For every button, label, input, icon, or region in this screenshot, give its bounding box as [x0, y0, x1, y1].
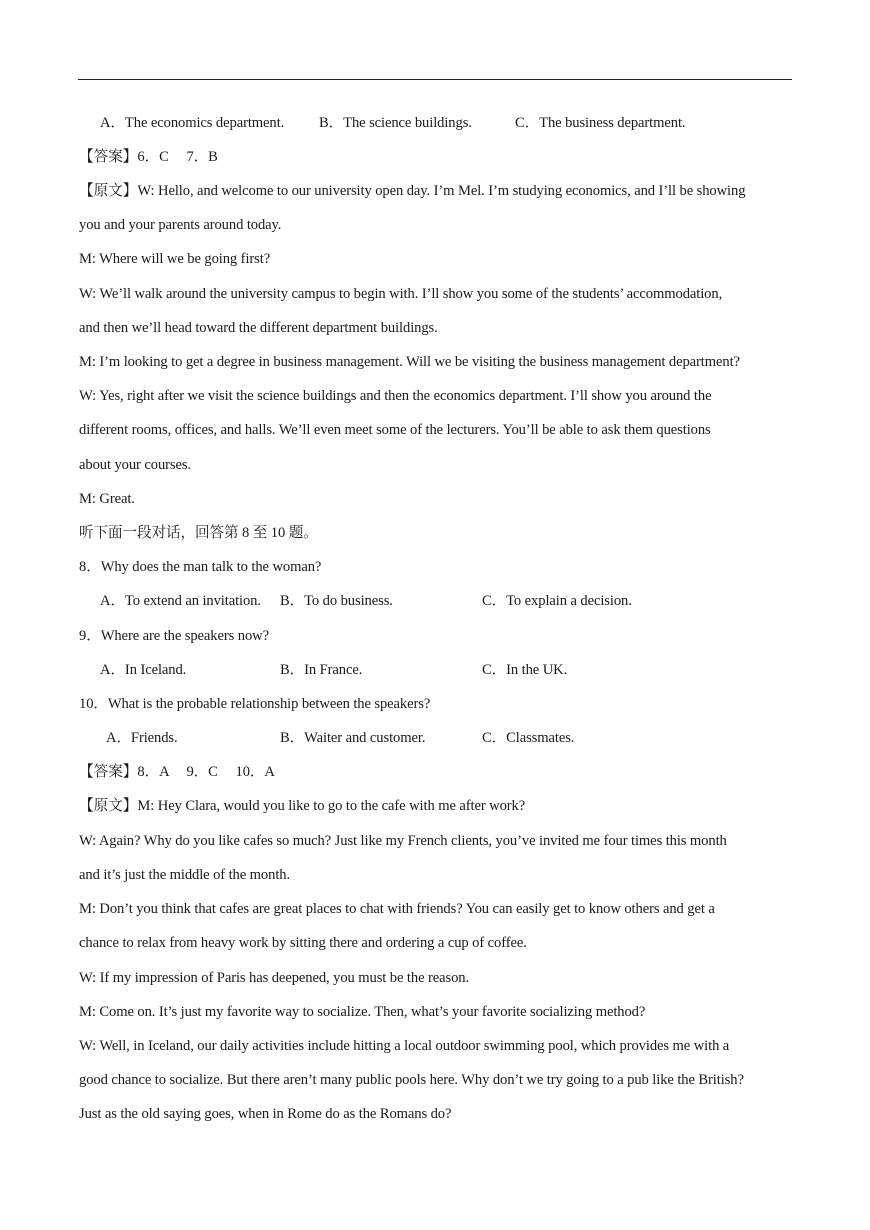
transcript-text: W: Hello, and welcome to our university open day. I’m Mel. I’m studying economics, and I’ll be showing	[137, 183, 746, 199]
transcript-2-line-2: W: Again? Why do you like cafes so much? Just like my French clients, you’ve invited me four times this month	[79, 833, 727, 849]
transcript-label: 【原文】	[79, 183, 138, 199]
question-9-option-a: A．In Iceland.	[100, 662, 187, 678]
answer-label: 【答案】	[79, 149, 138, 165]
answer-6-7	[79, 148, 218, 166]
transcript-2-line-1	[79, 797, 525, 815]
transcript-1-line-8: different rooms, offices, and halls. We’ll even meet some of the lecturers. You’ll be able to ask them questions	[79, 422, 711, 438]
prev-option-a: A．The economics department.	[100, 115, 285, 131]
prev-option-b: B．The science buildings.	[319, 115, 472, 131]
question-8-option-c: C．To explain a decision.	[482, 593, 632, 609]
transcript-1-line-10: M: Great.	[79, 491, 135, 507]
transcript-2-line-7: M: Come on. It’s just my favorite way to socialize. Then, what’s your favorite socializing method?	[79, 1004, 646, 1020]
answer-text: 6．C 7．B	[137, 149, 218, 165]
transcript-2-line-5: chance to relax from heavy work by sitting there and ordering a cup of coffee.	[79, 935, 527, 951]
transcript-1-line-5: and then we’ll head toward the different department buildings.	[79, 320, 438, 336]
question-8-option-a: A．To extend an invitation.	[100, 593, 261, 609]
transcript-1-line-9: about your courses.	[79, 457, 191, 473]
transcript-text: M: Hey Clara, would you like to go to the cafe with me after work?	[137, 798, 526, 814]
transcript-1-line-4: W: We’ll walk around the university campus to begin with. I’ll show you some of the students’ accommodation,	[79, 286, 723, 302]
transcript-label: 【原文】	[79, 798, 138, 814]
header-rule	[78, 79, 792, 80]
question-10-option-a: A．Friends.	[106, 730, 178, 746]
question-9-option-c: C．In the UK.	[482, 662, 568, 678]
transcript-1-line-1	[79, 182, 745, 200]
transcript-1-line-6: M: I’m looking to get a degree in business management. Will we be visiting the business management department?	[79, 354, 740, 370]
question-10-stem: 10．What is the probable relationship between the speakers?	[79, 696, 431, 712]
question-9-option-b: B．In France.	[280, 662, 363, 678]
question-10-option-b: B．Waiter and customer.	[280, 730, 426, 746]
question-8-option-b: B．To do business.	[280, 593, 393, 609]
prev-option-c: C．The business department.	[515, 115, 686, 131]
answer-8-10	[79, 763, 275, 781]
answer-label: 【答案】	[79, 764, 138, 780]
section-instruction: 听下面一段对话，回答第 8 至 10 题。	[79, 525, 318, 541]
transcript-1-line-2: you and your parents around today.	[79, 217, 282, 233]
transcript-1-line-3: M: Where will we be going first?	[79, 251, 271, 267]
answer-text: 8．A 9．C 10．A	[137, 764, 275, 780]
question-8-stem: 8．Why does the man talk to the woman?	[79, 559, 322, 575]
transcript-2-line-3: and it’s just the middle of the month.	[79, 867, 291, 883]
question-9-stem: 9．Where are the speakers now?	[79, 628, 269, 644]
transcript-2-line-6: W: If my impression of Paris has deepened, you must be the reason.	[79, 970, 470, 986]
transcript-2-line-4: M: Don’t you think that cafes are great places to chat with friends? You can easily get to know others and get a	[79, 901, 715, 917]
transcript-1-line-7: W: Yes, right after we visit the science buildings and then the economics department. I’ll show you around the	[79, 388, 712, 404]
transcript-2-line-8: W: Well, in Iceland, our daily activities include hitting a local outdoor swimming pool, which provides me with a	[79, 1038, 730, 1054]
transcript-2-line-9: good chance to socialize. But there aren’t many public pools here. Why don’t we try going to a pub like the British?	[79, 1072, 744, 1088]
transcript-2-line-10: Just as the old saying goes, when in Rome do as the Romans do?	[79, 1106, 452, 1122]
question-10-option-c: C．Classmates.	[482, 730, 575, 746]
